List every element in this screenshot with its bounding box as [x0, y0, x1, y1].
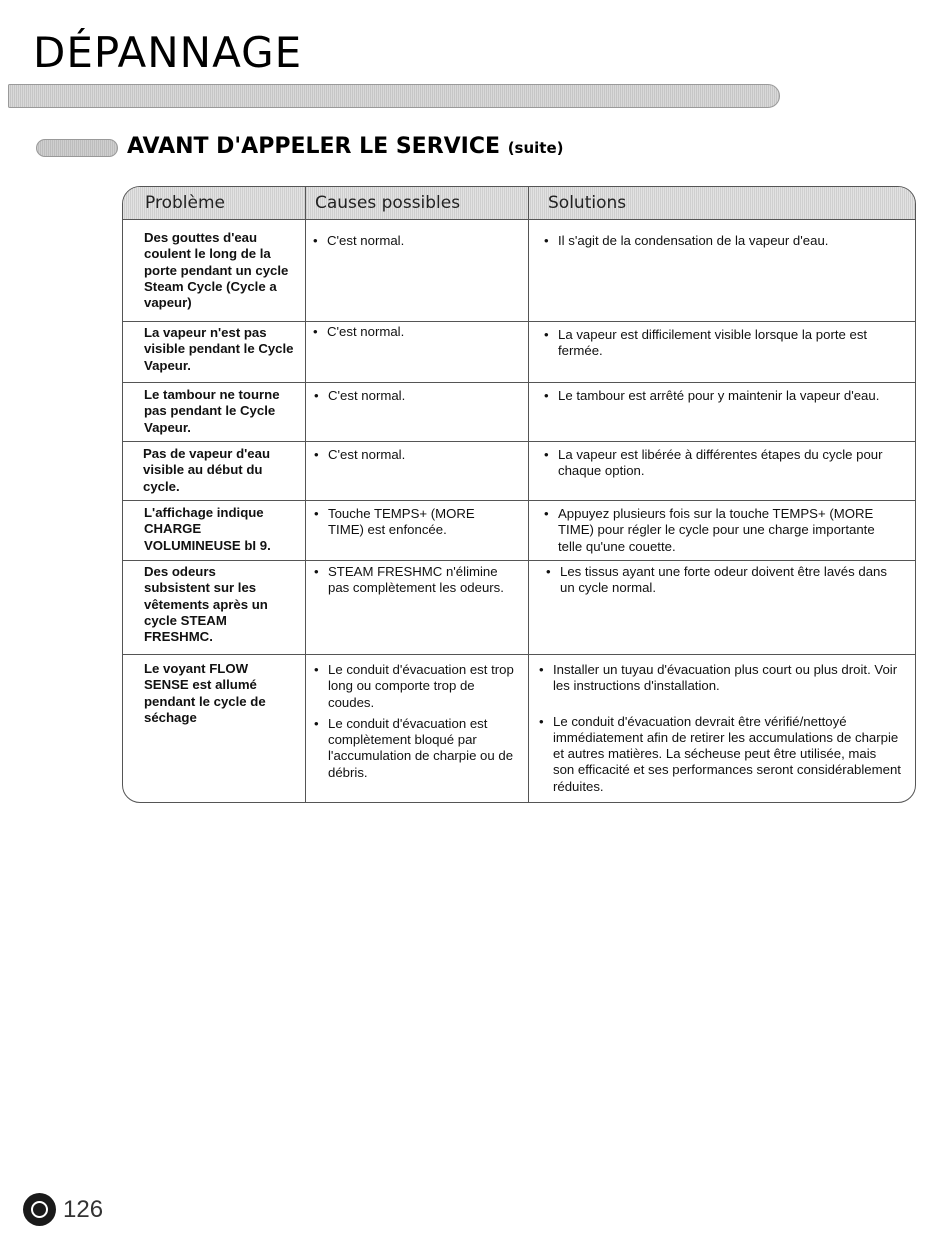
cause-item: • Touche TEMPS+ (MORE TIME) est enfoncée. [314, 506, 509, 539]
cause-item: • C'est normal. [314, 447, 514, 463]
solutions-cell [544, 388, 896, 404]
cause-item: • Le conduit d'évacuation est complètement bloqué par l'accumulation de charpie ou de débris. [314, 716, 514, 781]
page-title: DÉPANNAGE [33, 28, 303, 77]
page-number: 126 [63, 1196, 104, 1223]
solution-item: • Installer un tuyau d'évacuation plus court ou plus droit. Voir les instructions d'installation. [539, 662, 901, 695]
column-header-causes: Causes possibles [315, 193, 461, 213]
problem-cell: Des gouttes d'eau coulent le long de la porte pendant un cycle Steam Cycle (Cycle a vapeur) [144, 230, 289, 311]
table-row [123, 382, 915, 442]
table-row [123, 560, 915, 655]
solution-item: • La vapeur est difficilement visible lorsque la porte est fermée. [544, 327, 896, 360]
column-header-problem: Problème [145, 193, 225, 213]
solution-item: • Le tambour est arrêté pour y maintenir la vapeur d'eau. [544, 388, 896, 404]
cause-item: • C'est normal. [314, 388, 514, 404]
causes-cell [313, 324, 513, 340]
solutions-cell [544, 233, 896, 249]
problem-cell: Pas de vapeur d'eau visible au début du cycle. [143, 446, 271, 494]
causes-cell [313, 233, 513, 249]
problem-cell: Le tambour ne tourne pas pendant le Cycle Vapeur. [144, 387, 280, 435]
solutions-cell [544, 506, 896, 555]
solutions-cell [539, 662, 901, 795]
section-marker-pill [36, 139, 118, 157]
problem-cell: La vapeur n'est pas visible pendant le Cycle Vapeur. [144, 325, 294, 373]
solutions-cell [544, 327, 896, 360]
solution-item: • Les tissus ayant une forte odeur doivent être lavés dans un cycle normal. [546, 564, 898, 597]
causes-cell [314, 447, 514, 463]
problem-cell: L'affichage indique CHARGE VOLUMINEUSE bI 9. [144, 505, 271, 553]
table-row [123, 654, 915, 803]
cause-item: • C'est normal. [313, 233, 513, 249]
cause-item: • C'est normal. [313, 324, 513, 340]
causes-cell [314, 662, 514, 781]
lg-logo-icon [23, 1193, 56, 1226]
section-title [127, 134, 564, 159]
section-title-suffix: (suite) [507, 139, 564, 157]
solution-item: • Appuyez plusieurs fois sur la touche TEMPS+ (MORE TIME) pour régler le cycle pour une charge importante telle qu'une couette. [544, 506, 896, 555]
solution-item: • Il s'agit de la condensation de la vapeur d'eau. [544, 233, 896, 249]
cause-item: • Le conduit d'évacuation est trop long ou comporte trop de coudes. [314, 662, 514, 711]
solution-item: • La vapeur est libérée à différentes étapes du cycle pour chaque option. [544, 447, 896, 480]
solutions-cell [546, 564, 898, 597]
troubleshooting-table [122, 186, 916, 803]
problem-cell: Le voyant FLOW SENSE est allumé pendant le cycle de séchage [144, 661, 266, 725]
solutions-cell [544, 447, 896, 480]
table-row [123, 441, 915, 501]
title-underline-bar [8, 84, 780, 108]
causes-cell [314, 506, 509, 539]
table-row [123, 219, 915, 321]
problem-cell: Des odeurs subsistent sur les vêtements après un cycle STEAM FRESHMC. [144, 564, 268, 645]
solution-item: • Le conduit d'évacuation devrait être vérifié/nettoyé immédiatement afin de retirer les accumulations de charpie et autres matières. La sécheuse peut être utilisée, mais son efficacité et ses performances seront considérablement réduites. [539, 714, 901, 795]
causes-cell [314, 388, 514, 404]
column-header-solutions: Solutions [548, 193, 627, 213]
causes-cell [314, 564, 512, 597]
section-title-text: AVANT D'APPELER LE SERVICE [127, 134, 501, 159]
table-row [123, 321, 915, 383]
cause-item: • STEAM FRESHMC n'élimine pas complètement les odeurs. [314, 564, 512, 597]
table-row [123, 500, 915, 561]
table-header [123, 187, 915, 220]
